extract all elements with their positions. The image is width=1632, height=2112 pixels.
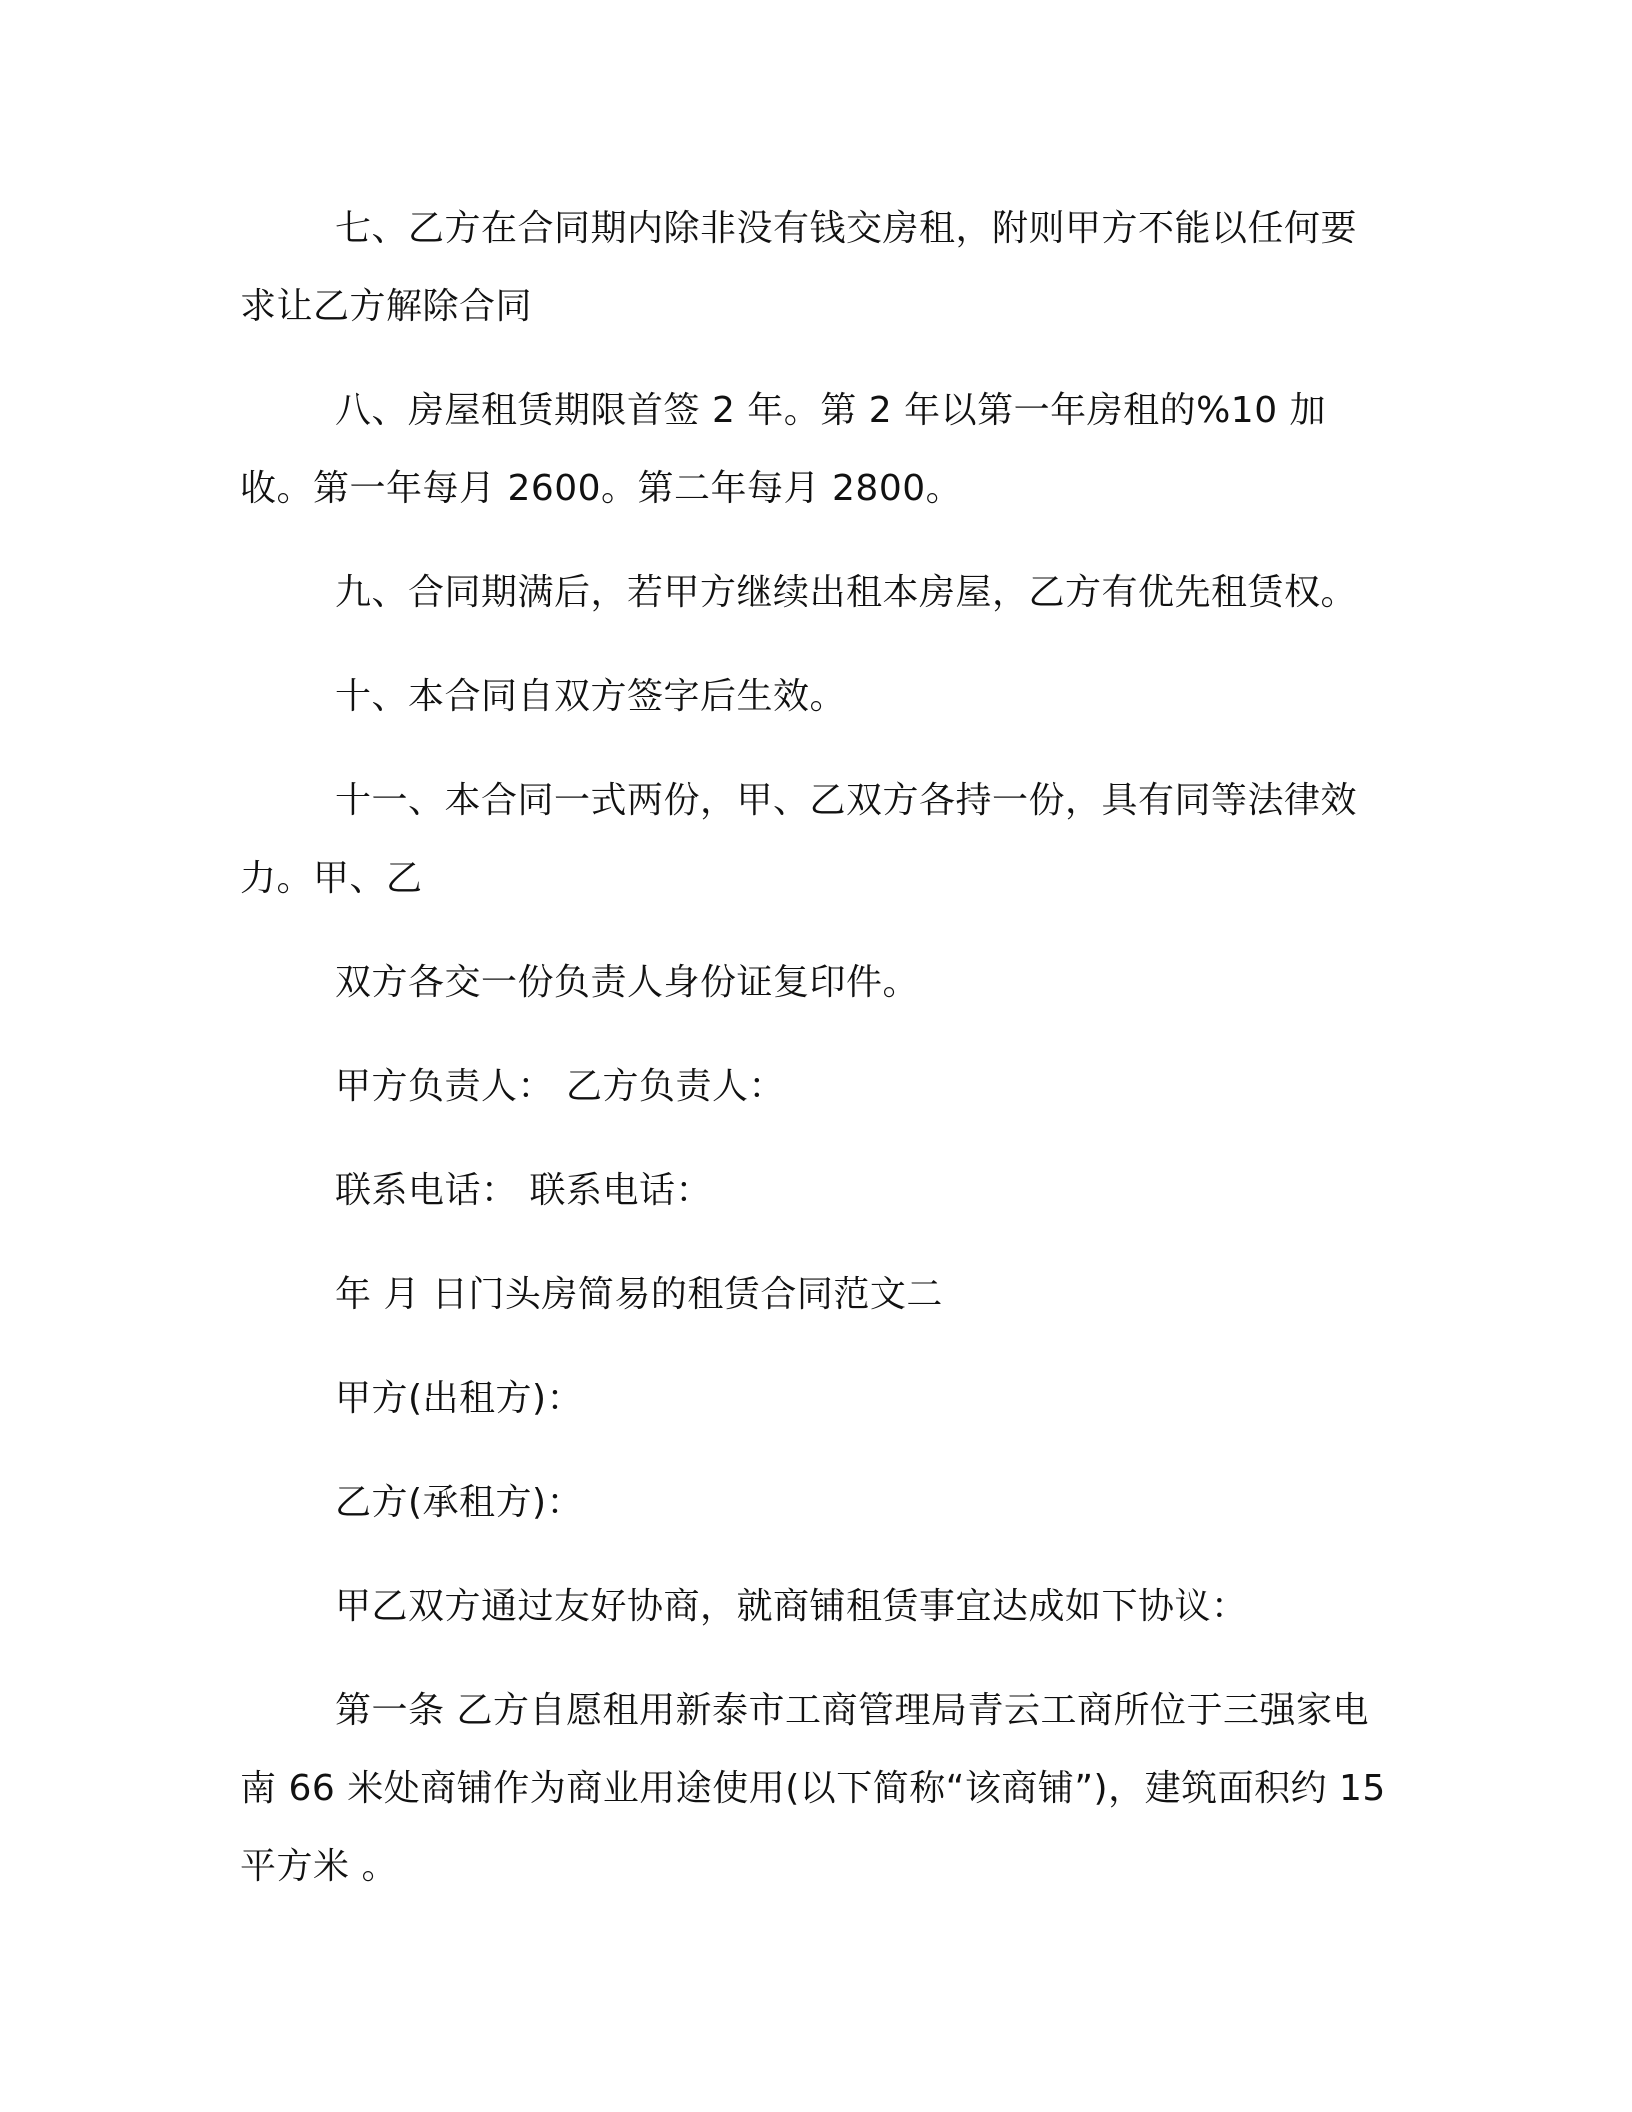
article-1: 第一条 乙方自愿租用新泰市工商管理局青云工商所位于三强家电南 66 米处商铺作为商业用途使用(以下简称“该商铺”)，建筑面积约 15 平方米 。 <box>240 1690 1386 1887</box>
party-b-line: 乙方(承租方)： <box>335 1482 584 1523</box>
signatories-line: 甲方负责人： 乙方负责人： <box>335 1066 785 1107</box>
party-a-line: 甲方(出租方)： <box>335 1378 584 1419</box>
clause-11: 十一、本合同一式两份，甲、乙双方各持一份，具有同等法律效力。甲、乙 <box>240 780 1358 899</box>
phone-line: 联系电话： 联系电话： <box>335 1170 712 1211</box>
clause-7: 七、乙方在合同期内除非没有钱交房租，附则甲方不能以任何要求让乙方解除合同 <box>240 208 1358 327</box>
clause-8: 八、房屋租赁期限首签 2 年。第 2 年以第一年房租的%10 加收。第一年每月 2600。第二年每月 2800。 <box>240 390 1327 509</box>
date-and-title-line: 年 月 日门头房简易的租赁合同范文二 <box>335 1274 943 1315</box>
agreement-intro: 甲乙双方通过友好协商，就商铺租赁事宜达成如下协议： <box>335 1586 1248 1627</box>
clause-9: 九、合同期满后，若甲方继续出租本房屋，乙方有优先租赁权。 <box>335 572 1358 613</box>
clause-11-continued: 双方各交一份负责人身份证复印件。 <box>335 962 920 1003</box>
clause-10: 十、本合同自双方签字后生效。 <box>335 676 847 717</box>
document-body <box>240 190 1390 1932</box>
